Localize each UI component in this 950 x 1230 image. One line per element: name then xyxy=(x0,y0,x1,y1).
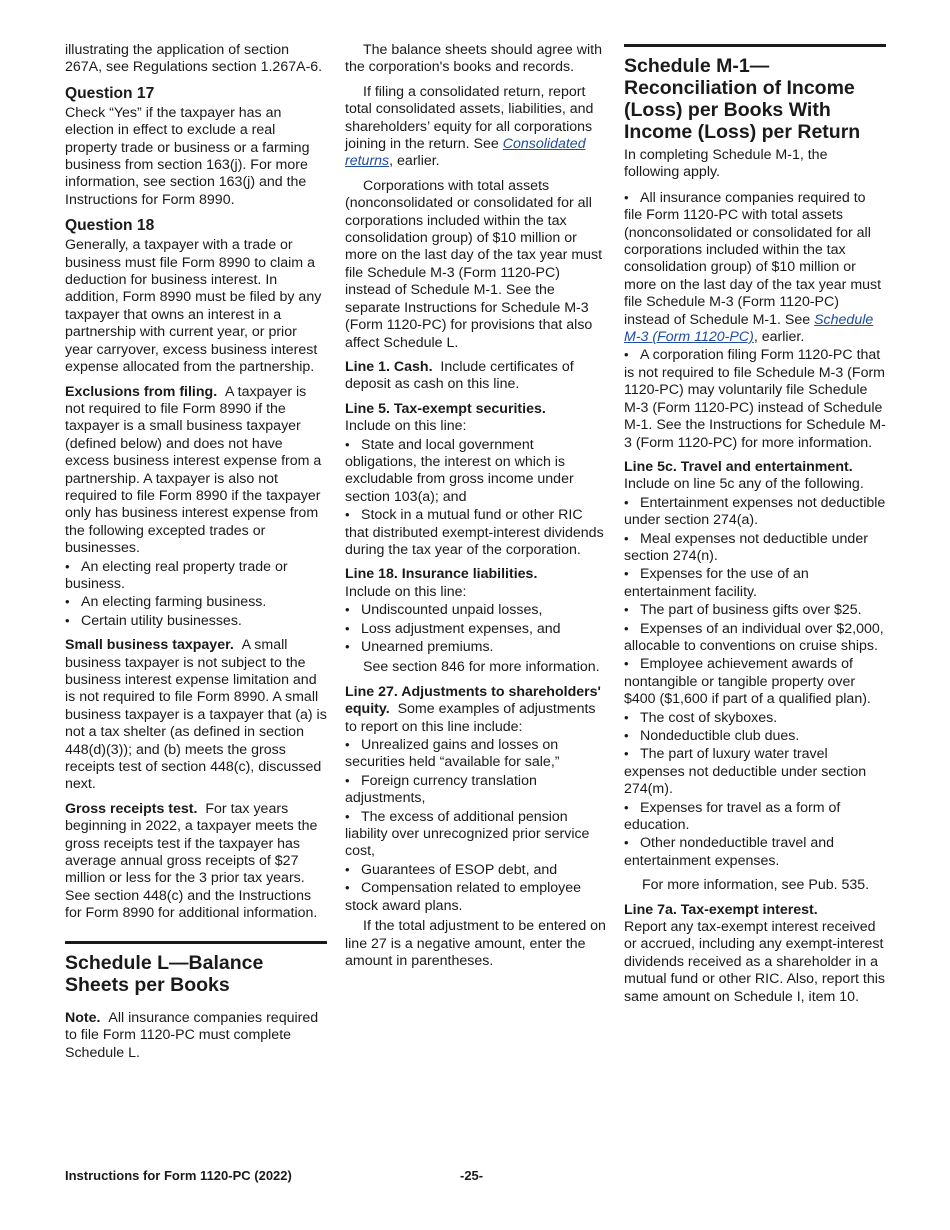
schedule-m1-intro: In completing Schedule M-1, the following apply. xyxy=(624,147,828,181)
line-5-heading: Line 5. Tax-exempt securities. xyxy=(345,400,546,417)
line-1-heading: Line 1. Cash. xyxy=(345,358,433,375)
column-middle xyxy=(345,42,607,977)
pub-535-reference: For more information, see Pub. 535. xyxy=(642,877,870,894)
list-item: • A corporation filing Form 1120-PC that is not required to file Schedule M-3 (Form 1120-PC) may voluntarily file Schedule M-3 (Form 1120-PC) instead of Schedule M-1. See the Instructions for Schedule M-3 (Form 1120-PC) for more information. xyxy=(624,346,886,451)
question-18-heading: Question 18 xyxy=(65,217,155,235)
line-5-list xyxy=(345,436,607,560)
schedule-l-heading: Schedule L—Balance Sheets per Books xyxy=(65,951,264,996)
line-18-see-also: See section 846 for more information. xyxy=(363,659,600,676)
gross-receipts-text: For tax years beginning in 2022, a taxpayer meets the gross receipts test if the taxpayer has average annual gross receipts of $27 million or less for the 3 prior tax years. See section 448(c) and the Instructions for Form 8990 for additional information. xyxy=(65,800,318,922)
list-item: • Guarantees of ESOP debt, and xyxy=(345,861,607,879)
column-left xyxy=(65,42,327,1069)
list-item: • Stock in a mutual fund or other RIC that distributed exempt-interest dividends during the tax year of the corporation. xyxy=(345,506,607,559)
exclusions-list xyxy=(65,558,327,631)
small-business-run-in-heading: Small business taxpayer. xyxy=(65,637,234,654)
list-item: • The part of luxury water travel expenses not deductible under section 274(m). xyxy=(624,745,886,798)
exclusions-run-in-heading: Exclusions from filing. xyxy=(65,383,218,400)
note-paragraph xyxy=(65,1010,327,1062)
line-5c-list xyxy=(624,494,886,871)
balance-sheets-paragraph: The balance sheets should agree with the corporation's books and records. xyxy=(345,42,602,76)
list-item: • An electing real property trade or business. xyxy=(65,558,327,594)
note-run-in-heading: Note. xyxy=(65,1009,101,1026)
line-18-heading: Line 18. Insurance liabilities. xyxy=(345,566,538,583)
list-item: • Unearned premiums. xyxy=(345,638,607,656)
section-divider xyxy=(624,44,886,47)
line-27-text: Some examples of adjustments to report on this line include: xyxy=(345,701,596,735)
gross-receipts-run-in-heading: Gross receipts test. xyxy=(65,800,198,817)
list-item: • An electing farming business. xyxy=(65,593,327,611)
line-7a-text: Report any tax-exempt interest received or accrued, including any exempt-interest dividends received as a shareholder in a mutual fund or other RIC. Also, report this same amount on Schedule I, item 10. xyxy=(624,919,886,1005)
small-business-text: A small business taxpayer is not subject to the business interest expense limitation and is not required to file Form 8990. A small business taxpayer is a taxpayer that (a) is not a tax shelter (as defined in section 448(d)(3)); and (b) meets the gross receipts test of section 448(c), discussed next. xyxy=(65,637,327,793)
line-18-text: Include on this line: xyxy=(345,583,467,600)
gross-receipts-paragraph xyxy=(65,801,327,923)
intro-paragraph: illustrating the application of section 267A, see Regulations section 1.267A-6. xyxy=(65,42,323,76)
list-item: • Employee achievement awards of nontangible or tangible property over $400 ($1,600 if part of a qualified plan). xyxy=(624,655,886,708)
consolidated-paragraph xyxy=(345,84,607,171)
line-5c-text: Include on line 5c any of the following. xyxy=(624,476,864,493)
line-18-list xyxy=(345,601,607,656)
column-right xyxy=(624,42,886,1006)
question-17-text: Check “Yes” if the taxpayer has an election in effect to exclude a real property trade or business or a farming business from section 163(j). For more information, see section 163(j) and the Instructions for Form 8990. xyxy=(65,104,310,208)
list-item: • Expenses for travel as a form of education. xyxy=(624,799,886,835)
question-17-heading: Question 17 xyxy=(65,84,155,102)
line-1-paragraph xyxy=(345,359,607,394)
line-7a-heading: Line 7a. Tax-exempt interest. xyxy=(624,901,818,918)
small-business-paragraph xyxy=(65,637,327,794)
line-27-list xyxy=(345,736,607,915)
line-5c-heading: Line 5c. Travel and entertainment. xyxy=(624,458,853,475)
line-27-negative-note: If the total adjustment to be entered on line 27 is a negative amount, enter the amount in parentheses. xyxy=(345,918,606,969)
list-item: • Unrealized gains and losses on securities held “available for sale,” xyxy=(345,736,607,772)
m1-bullet-1-text: All insurance companies required to file Form 1120-PC with total assets (nonconsolidated or consolidated for all corporations included within the tax consolidation group) of $10 million or more on the last day of the tax year must file Schedule M-3 (Form 1120-PC) instead of Schedule M-1. See xyxy=(624,189,882,328)
list-item: • Entertainment expenses not deductible under section 274(a). xyxy=(624,494,886,530)
note-text: All insurance companies required to file Form 1120-PC must complete Schedule L. xyxy=(65,1009,319,1061)
list-item xyxy=(624,189,886,347)
list-item: • Other nondeductible travel and entertainment expenses. xyxy=(624,834,886,870)
list-item: • Certain utility businesses. xyxy=(65,612,327,630)
list-item: • Compensation related to employee stock award plans. xyxy=(345,879,607,915)
list-item: • Undiscounted unpaid losses, xyxy=(345,601,607,619)
schedule-m1-list xyxy=(624,189,886,452)
list-item: • Meal expenses not deductible under section 274(n). xyxy=(624,530,886,566)
exclusions-text: A taxpayer is not required to file Form 8990 if the taxpayer is a small business taxpayer (defined below) and does not have excess business interest expense from a partnership. A taxpayer is also not required to file Form 8990 if the taxpayer only has business interest expense from the following excepted trades or businesses. xyxy=(65,383,322,557)
list-item: • The part of business gifts over $25. xyxy=(624,601,886,619)
total-assets-paragraph: Corporations with total assets (nonconsolidated or consolidated for all corporations included within the tax consolidation group) of $10 million or more on the last day of the tax year must file Schedule M-3 (Form 1120-PC) instead of Schedule M-1. See the separate Instructions for Schedule M-3 (Form 1120-PC) for provisions that also affect Schedule L. xyxy=(345,177,603,351)
schedule-m3-link[interactable]: Schedule M-3 (Form 1120-PC) xyxy=(624,311,874,346)
section-divider xyxy=(65,941,327,944)
line-27-heading: Line 27. Adjustments to shareholders' equity. xyxy=(345,683,601,718)
consolidated-text: If filing a consolidated return, report total consolidated assets, liabilities, and shareholders’ equity for all corporations joining in the return. See xyxy=(345,83,594,153)
page-number: -25- xyxy=(460,1168,484,1183)
question-18-text: Generally, a taxpayer with a trade or business must file Form 8990 to claim a deduction for business interest. In addition, Form 8990 must be filed by any taxpayer that owns an interest in a partnership with current year, or prior year carryover, excess business interest expense allocated from the partnership. xyxy=(65,237,322,376)
list-item: • State and local government obligations, the interest on which is excludable from gross income under section 103(a); and xyxy=(345,436,607,507)
line-27-paragraph xyxy=(345,684,607,736)
consolidated-returns-link[interactable]: Consolidated returns xyxy=(345,136,586,170)
list-item: • The cost of skyboxes. xyxy=(624,709,886,727)
list-item: • Foreign currency translation adjustments, xyxy=(345,772,607,808)
line-5-text: Include on this line: xyxy=(345,418,467,435)
line-1-text: Include certificates of deposit as cash on this line. xyxy=(345,358,574,393)
exclusions-paragraph xyxy=(65,384,327,558)
footer-form-label: Instructions for Form 1120-PC (2022) xyxy=(65,1168,292,1183)
list-item: • Nondeductible club dues. xyxy=(624,727,886,745)
list-item: • Expenses for the use of an entertainment facility. xyxy=(624,565,886,601)
schedule-m1-heading: Schedule M-1—Reconciliation of Income (Loss) per Books With Income (Loss) per Return xyxy=(624,55,861,143)
list-item: • The excess of additional pension liability over unrecognized prior service cost, xyxy=(345,808,607,861)
m1-bullet-1-tail: , earlier. xyxy=(753,329,805,346)
list-item: • Loss adjustment expenses, and xyxy=(345,620,607,638)
list-item: • Expenses of an individual over $2,000, allocable to conventions on cruise ships. xyxy=(624,620,886,656)
consolidated-tail: , earlier. xyxy=(389,153,440,170)
